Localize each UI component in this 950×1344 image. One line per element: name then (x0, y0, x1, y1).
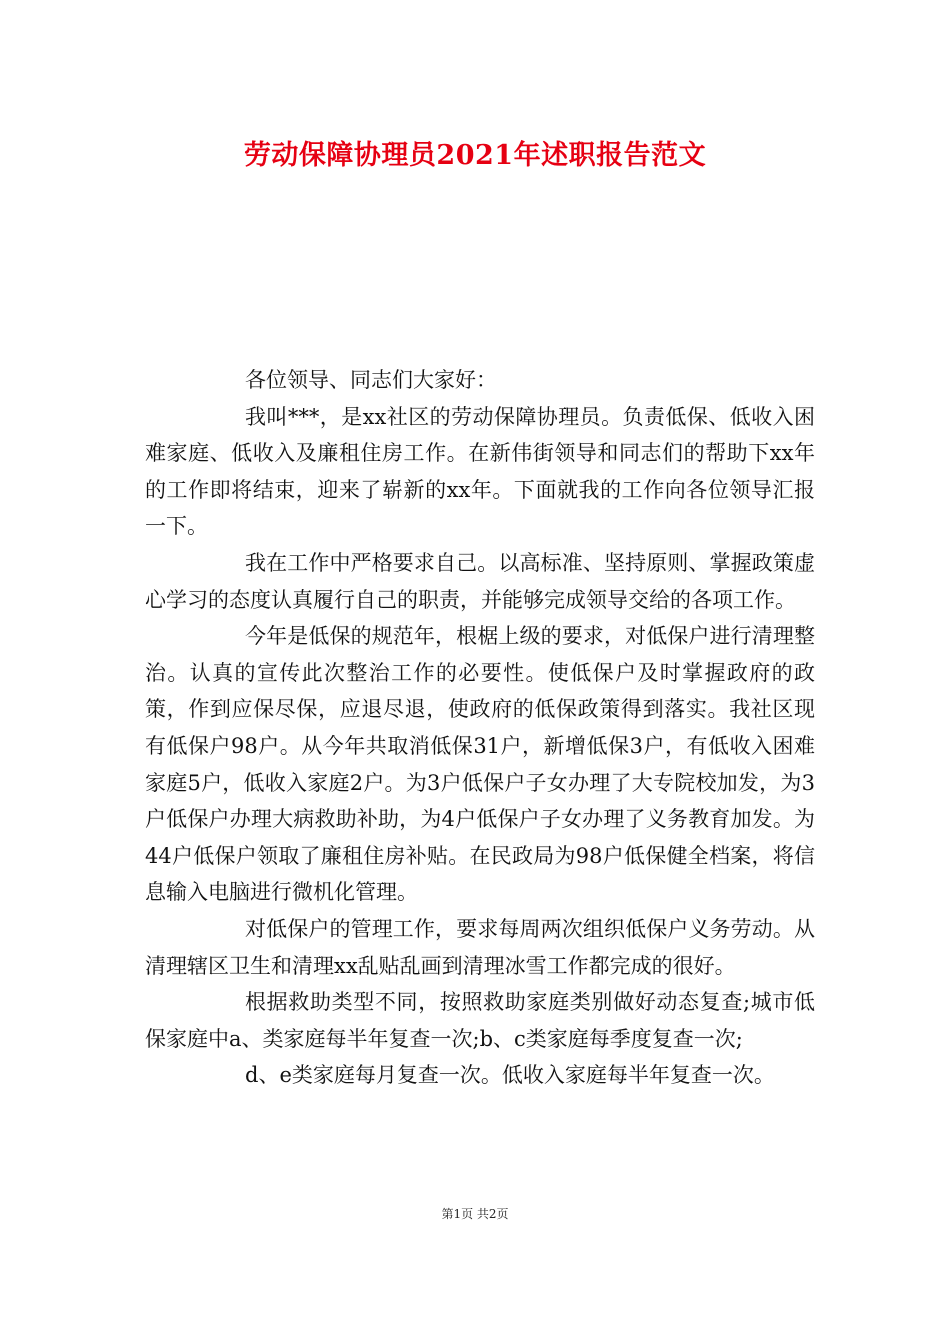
paragraph-review-types: 根据救助类型不同，按照救助家庭类别做好动态复查;城市低保家庭中a、类家庭每半年复查一次;b、c类家庭每季度复查一次; (145, 990, 815, 1051)
paragraph-management: 对低保户的管理工作，要求每周两次组织低保户义务劳动。从清理辖区卫生和清理xx乱贴乱画到清理冰雪工作都完成的很好。 (145, 916, 815, 978)
paragraph-low-income-work: 今年是低保的规范年，根椐上级的要求，对低保户进行清理整治。认真的宣传此次整治工作的必要性。使低保户及时掌握政府的政策，作到应保尽保，应退尽退，使政府的低保政策得到落实。我社区现有低保户98户。从今年共取消低保31户，新增低保3户，有低收入困难家庭5户，低收入家庭2户。为3户低保户子女办理了大专院校加发，为3户低保户办理大病救助补助，为4户低保户子女办理了义务教育加发。为44户低保户领取了廉租住房补贴。在民政局为98户低保健全档案，将信息输入电脑进行微机化管理。 (145, 624, 815, 905)
page-number: 第1页 共2页 (441, 1207, 509, 1221)
paragraph-attitude: 我在工作中严格要求自己。以高标准、坚持原则、掌握政策虚心学习的态度认真履行自己的职责，并能够完成领导交给的各项工作。 (145, 550, 815, 612)
salutation: 各位领导、同志们大家好： (245, 368, 497, 392)
paragraph-intro: 我叫***，是xx社区的劳动保障协理员。负责低保、低收入困难家庭、低收入及廉租住房工作。在新伟街领导和同志们的帮助下xx年的工作即将结束，迎来了崭新的xx年。下面就我的工作向各位领导汇报一下。 (145, 404, 815, 539)
paragraph-review-monthly: d、e类家庭每月复查一次。低收入家庭每半年复查一次。 (245, 1063, 775, 1088)
document-title: 劳动保障协理员2021年述职报告范文 (243, 140, 707, 171)
document-body (145, 362, 815, 1094)
